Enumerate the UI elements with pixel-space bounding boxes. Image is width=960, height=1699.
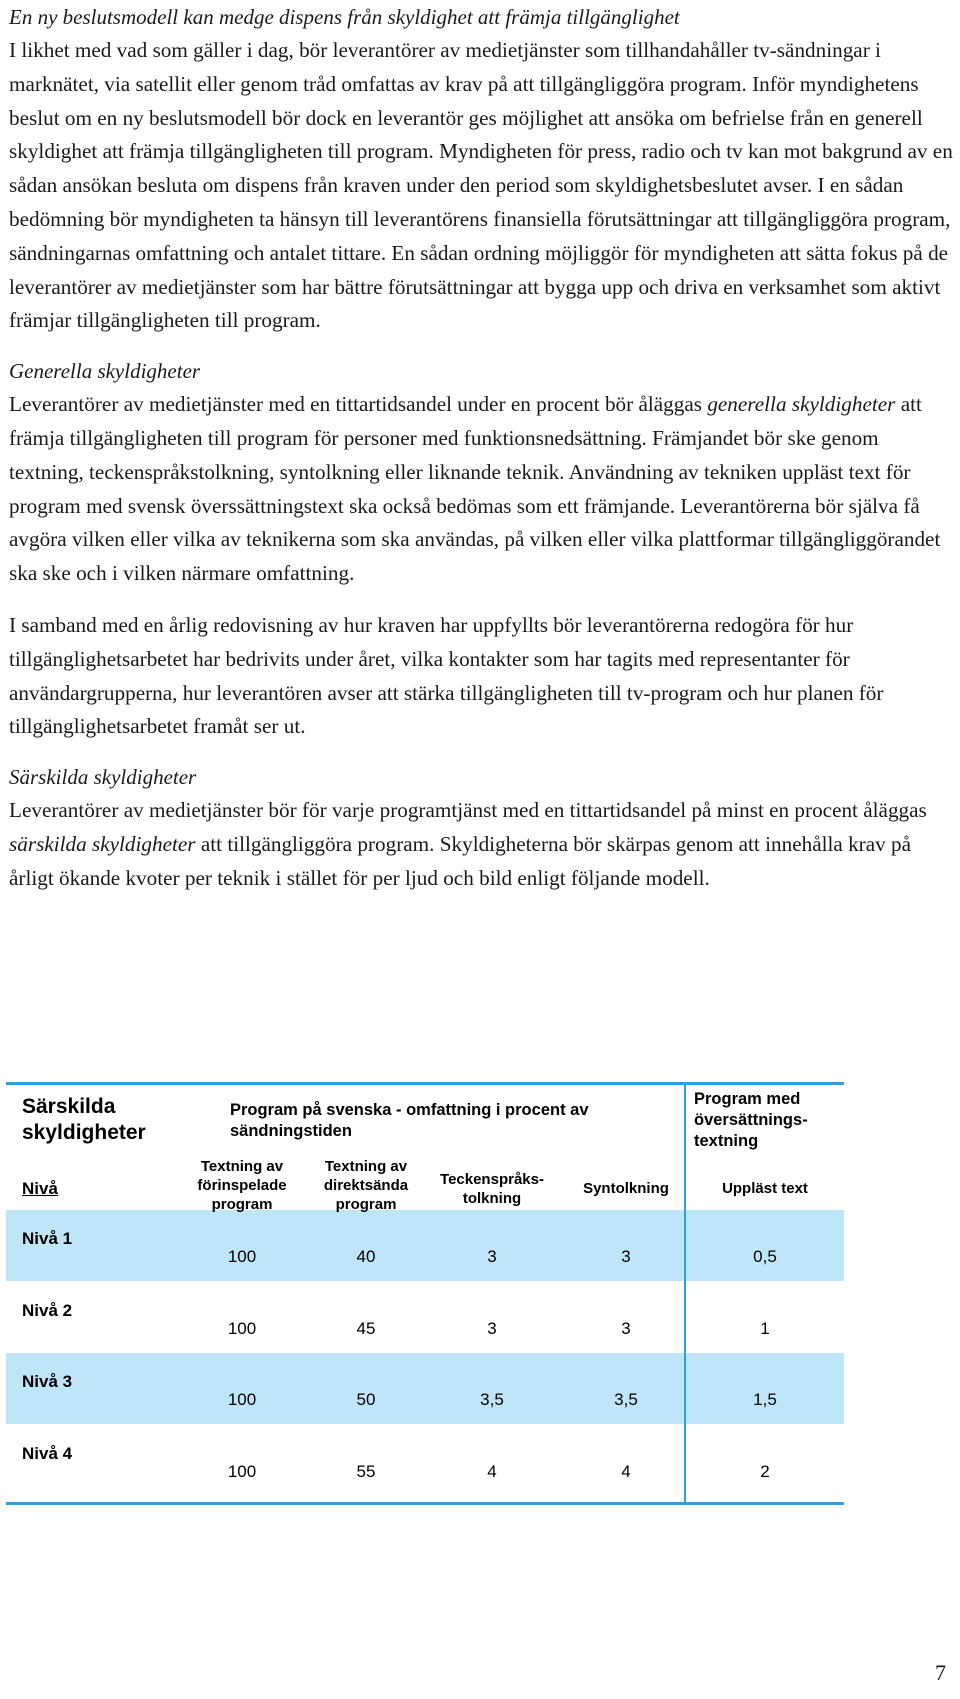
table-row-label: Nivå 3 [22, 1372, 73, 1391]
table-cell: 1,5 [753, 1390, 777, 1409]
table-cell: 0,5 [753, 1247, 777, 1266]
column-header: Teckenspråks-tolkning [440, 1171, 544, 1207]
row-band [6, 1210, 844, 1281]
table-row-label: Nivå 4 [22, 1444, 73, 1463]
table-row-label: Nivå 2 [22, 1301, 73, 1320]
paragraph-text: att tillgängliggöra program. Skyldigheterna bör skärpas genom att innehålla krav på årligt ökande kvoter per teknik i stället för per ljud och bild enligt följande modell. [9, 831, 912, 890]
table-cell: 100 [227, 1319, 257, 1338]
document-page [9, 0, 954, 896]
table-cell: 40 [356, 1247, 376, 1266]
table-cell: 100 [227, 1462, 257, 1481]
column-header: Textning av förinspelade program [197, 1158, 287, 1213]
table-top-rule [6, 1082, 844, 1085]
table-bottom-rule [6, 1502, 844, 1505]
paragraph-dispens: I likhet med vad som gäller i dag, bör leverantörer av medietjänster som tillhandahåller tv-sändningar i marknätet, via satellit eller genom tråd omfattas av krav på att tillgängliggöra program. Inför myndighetens beslut om en ny beslutsmodell bör dock en leverantör ges möjlighet att ansöka om befrielse från en generell skyldighet att främja tillgängligheten till program. Myndigheten för press, radio och tv kan mot bakgrund av en sådan ansökan besluta om dispens från kraven under den period som skyldighetsbeslutet avser. I en sådan bedömning bör myndigheten ta hänsyn till leverantörens finansiella förutsättningar att tillgängliggöra program, sändningarnas omfattning och antalet tittare. En sådan ordning möjliggör för myndigheten att sätta fokus på de leverantörer av medietjänster som har bättre förutsättningar att bygga upp och driva en verksamhet som aktivt främjar tillgängligheten till program. [9, 38, 953, 333]
emphasis-text: generella skyldigheter [707, 392, 896, 417]
paragraph-text: Leverantörer av medietjänster bör för varje programtjänst med en tittartidsandel på minst en procent åläggas [9, 798, 927, 823]
table-level-header: Nivå [22, 1179, 58, 1198]
table-cell: 3,5 [614, 1390, 638, 1409]
table-cell: 3,5 [480, 1390, 504, 1409]
paragraph-text: Leverantörer av medietjänster med en tittartidsandel under en procent bör åläggas [9, 392, 708, 417]
table-right-header: Program med översättnings-textning [694, 1090, 808, 1150]
table-cell: 4 [487, 1462, 497, 1481]
table-cell: 100 [227, 1247, 257, 1266]
table-cell: 100 [227, 1390, 257, 1409]
table-cell: 4 [621, 1462, 631, 1481]
section-heading-sarskilda: Särskilda skyldigheter [9, 765, 197, 790]
table-group-header: Program på svenska - omfattning i procent av sändningstiden [230, 1101, 589, 1140]
section-heading-dispens: En ny beslutsmodell kan medge dispens från skyldighet att främja tillgänglighet [9, 5, 680, 29]
table-cell: 3 [487, 1247, 497, 1266]
table-cell: 45 [356, 1319, 376, 1338]
row-band [6, 1353, 844, 1424]
paragraph-text: att främja tillgängligheten till program för personer med funktionsnedsättning. Främjandet bör ske genom textning, teckenspråkstolkning, syntolkning eller liknande teknik. Användning av tekniken uppläst text för program med svensk överssättningstext ska också bedömas som ett främjande. Leverantörerna bör själva få avgöra vilken eller vilka av teknikerna som ska användas, på vilken eller vilka plattformar tillgängliggörandet ska ske och i vilken närmare omfattning. [9, 392, 941, 586]
quota-table [6, 1082, 844, 1507]
column-header: Textning av direktsända program [323, 1158, 409, 1213]
table-title: Särskilda skyldigheter [22, 1095, 146, 1144]
table-cell: 1 [760, 1319, 770, 1338]
table-vertical-rule [684, 1082, 686, 1505]
table-cell: 3 [621, 1319, 631, 1338]
table-cell: 2 [760, 1462, 770, 1481]
paragraph-sarskilda [9, 794, 954, 895]
paragraph-generella-2: I samband med en årlig redovisning av hur kraven har uppfyllts bör leverantörerna redogöra för hur tillgänglighetsarbetet har bedrivits under året, vilka kontakter som har tagits med representanter för användargrupperna, hur leverantören avser att stärka tillgängligheten till tv-program och hur planen för tillgänglighetsarbetet framåt ser ut. [9, 612, 884, 739]
table-cell: 3 [487, 1319, 497, 1338]
emphasis-text: särskilda skyldigheter [9, 831, 196, 856]
table-cell: 50 [356, 1390, 376, 1409]
page-number: 7 [935, 1660, 946, 1685]
column-header: Syntolkning [583, 1180, 669, 1197]
column-header: Uppläst text [722, 1180, 808, 1197]
table-cell: 55 [356, 1462, 376, 1481]
section-heading-generella: Generella skyldigheter [9, 359, 201, 384]
table-cell: 3 [621, 1247, 631, 1266]
paragraph-generella-1 [9, 388, 954, 591]
table-row-label: Nivå 1 [22, 1229, 73, 1248]
